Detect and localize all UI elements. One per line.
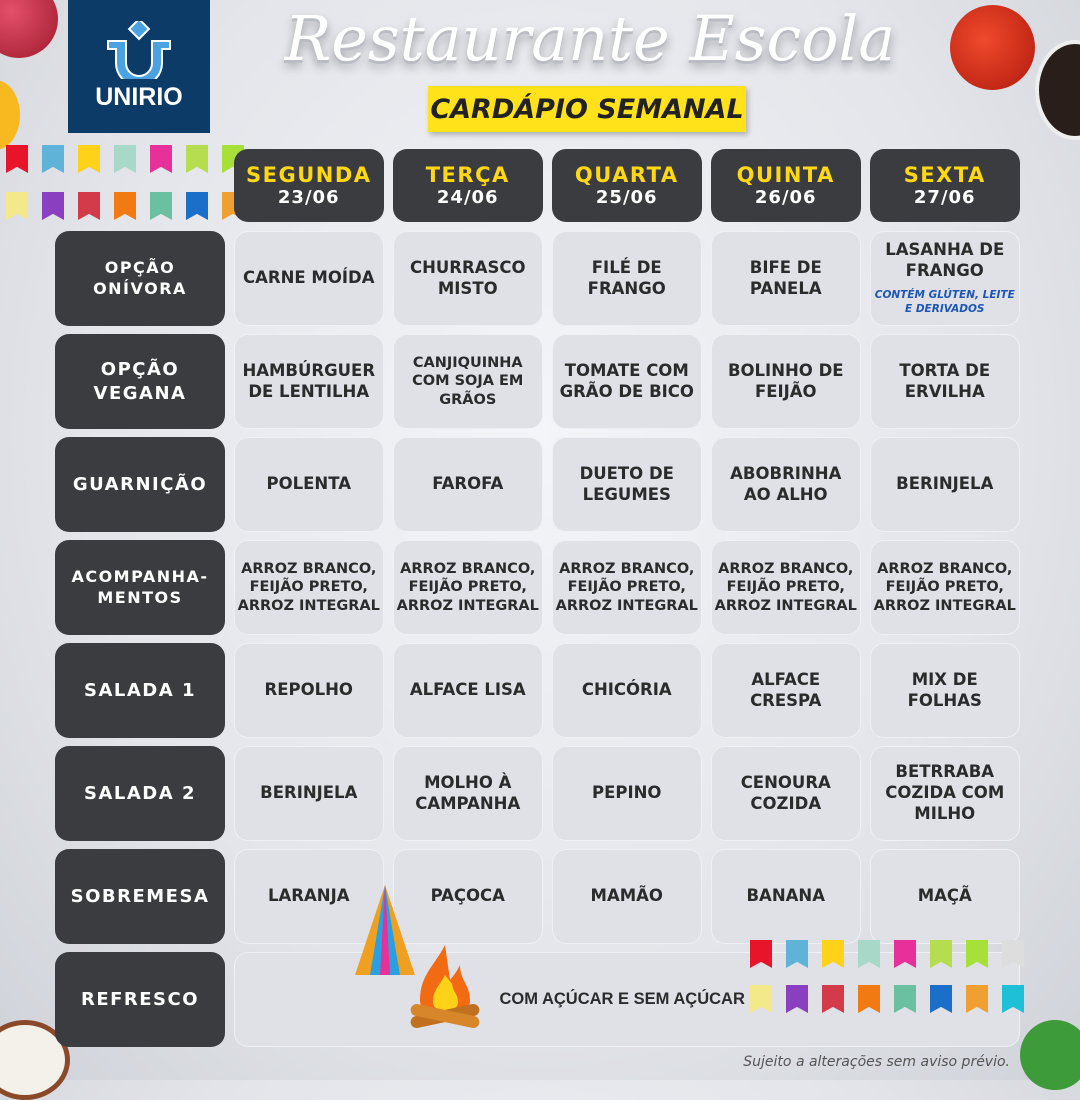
menu-item-text: LASANHA DE FRANGO xyxy=(885,240,1005,281)
refresco-text: COM AÇÚCAR E SEM AÇÚCAR xyxy=(499,990,745,1009)
menu-item-text: BERINJELA xyxy=(260,783,358,803)
day-header-monday xyxy=(234,149,385,222)
menu-cell xyxy=(711,437,862,532)
menu-cell xyxy=(234,231,385,326)
menu-item-text: MIX DE FOLHAS xyxy=(907,669,982,710)
pepper-bowl-decoration xyxy=(1035,40,1080,140)
row-label-refresco: REFRESCO xyxy=(55,952,225,1047)
row-label: OPÇÃO VEGANA xyxy=(55,334,225,429)
menu-cell xyxy=(711,231,862,326)
menu-item-text: CANJIQUINHA COM SOJA EM GRÃOS xyxy=(412,354,524,408)
day-date: 27/06 xyxy=(913,187,976,208)
bunting-bottom-right-2 xyxy=(750,985,1024,1013)
day-name: QUARTA xyxy=(574,163,679,187)
menu-item-text: ABOBRINHA AO ALHO xyxy=(730,463,842,504)
menu-item-text: PAÇOCA xyxy=(430,886,505,906)
menu-item-text: BOLINHO DE FEIJÃO xyxy=(727,360,844,401)
menu-item-text: POLENTA xyxy=(266,474,351,494)
menu-item-text: FILÉ DE FRANGO xyxy=(587,257,666,298)
unirio-emblem-icon xyxy=(104,21,174,79)
menu-rows xyxy=(55,231,1020,1047)
day-header-thursday xyxy=(711,149,862,222)
day-date: 25/06 xyxy=(595,187,658,208)
menu-cell xyxy=(234,643,385,738)
menu-cell xyxy=(393,540,544,635)
menu-cell xyxy=(870,334,1021,429)
row-label: OPÇÃO ONÍVORA xyxy=(55,231,225,326)
menu-cell xyxy=(711,849,862,944)
menu-cell xyxy=(552,540,703,635)
menu-cell xyxy=(234,746,385,841)
menu-item-text: DUETO DE LEGUMES xyxy=(579,463,674,504)
menu-cell xyxy=(393,746,544,841)
menu-item-text: CHICÓRIA xyxy=(581,680,672,700)
row-label: GUARNIÇÃO xyxy=(55,437,225,532)
menu-cell xyxy=(393,334,544,429)
page-title: Restaurante Escola xyxy=(284,2,896,75)
orange-decoration xyxy=(0,80,20,150)
menu-item-text: BANANA xyxy=(746,886,825,906)
menu-cell xyxy=(870,540,1021,635)
apple-decoration xyxy=(0,0,58,58)
menu-item-text: ARROZ BRANCO, FEIJÃO PRETO, ARROZ INTEGRAL xyxy=(873,560,1016,614)
menu-item-text: CENOURA COZIDA xyxy=(740,772,831,813)
menu-cell xyxy=(552,231,703,326)
menu-cell xyxy=(234,334,385,429)
menu-cell xyxy=(234,437,385,532)
menu-item-text: CHURRASCO MISTO xyxy=(409,257,526,298)
menu-cell xyxy=(552,437,703,532)
menu-item-text: MAMÃO xyxy=(590,886,663,906)
menu-cell xyxy=(552,334,703,429)
logo-text: UNIRIO xyxy=(95,83,183,111)
menu-cell xyxy=(870,231,1021,326)
menu-item-text: ARROZ BRANCO, FEIJÃO PRETO, ARROZ INTEGRAL xyxy=(237,560,380,614)
menu-cell xyxy=(552,643,703,738)
day-name: TERÇA xyxy=(425,163,510,187)
day-name: QUINTA xyxy=(736,163,835,187)
menu-cell xyxy=(552,746,703,841)
menu-item-text: FAROFA xyxy=(432,474,504,494)
disclaimer: Sujeito a alterações sem aviso prévio. xyxy=(743,1054,1010,1070)
menu-cell xyxy=(393,643,544,738)
menu-item-text: LARANJA xyxy=(268,886,350,906)
menu-item-text: BETRRABA COZIDA COM MILHO xyxy=(885,762,1005,823)
row-label: SALADA 1 xyxy=(55,643,225,738)
unirio-logo xyxy=(68,0,210,133)
tomato-decoration xyxy=(950,5,1035,90)
menu-cell xyxy=(870,746,1021,841)
menu-item-text: MOLHO À CAMPANHA xyxy=(415,772,521,813)
menu-cell xyxy=(711,334,862,429)
menu-item-text: ALFACE LISA xyxy=(409,680,526,700)
menu-cell xyxy=(870,849,1021,944)
menu-item-text: PEPINO xyxy=(592,783,662,803)
menu-item-text: TOMATE COM GRÃO DE BICO xyxy=(559,360,694,401)
menu-cell xyxy=(234,540,385,635)
day-header-tuesday xyxy=(393,149,544,222)
menu-item-text: ARROZ BRANCO, FEIJÃO PRETO, ARROZ INTEGRAL xyxy=(714,560,857,614)
menu-item-text: ALFACE CRESPA xyxy=(750,669,822,710)
menu-item-text: BERINJELA xyxy=(896,474,994,494)
day-date: 24/06 xyxy=(436,187,499,208)
menu-item-text: REPOLHO xyxy=(264,680,353,700)
row-label: ACOMPANHA-MENTOS xyxy=(55,540,225,635)
allergen-note: CONTÉM GLÚTEN, LEITE E DERIVADOS xyxy=(874,289,1015,316)
menu-cell xyxy=(870,437,1021,532)
day-name: SEXTA xyxy=(903,163,986,187)
balloon-bonfire-icon xyxy=(345,885,485,1035)
menu-cell xyxy=(711,540,862,635)
day-name: SEGUNDA xyxy=(245,163,372,187)
bunting-bottom-right-1 xyxy=(750,940,1024,968)
day-header-friday xyxy=(870,149,1021,222)
menu-cell xyxy=(870,643,1021,738)
menu-item-text: ARROZ BRANCO, FEIJÃO PRETO, ARROZ INTEGRAL xyxy=(555,560,698,614)
menu-item-text: ARROZ BRANCO, FEIJÃO PRETO, ARROZ INTEGRAL xyxy=(396,560,539,614)
menu-cell xyxy=(711,643,862,738)
row-label: SOBREMESA xyxy=(55,849,225,944)
day-date: 23/06 xyxy=(277,187,340,208)
menu-cell xyxy=(711,746,862,841)
day-header-wednesday xyxy=(552,149,703,222)
menu-cell xyxy=(552,849,703,944)
menu-item-text: HAMBÚRGUER DE LENTILHA xyxy=(242,360,376,401)
menu-item-text: TORTA DE ERVILHA xyxy=(899,360,991,401)
row-label: SALADA 2 xyxy=(55,746,225,841)
menu-cell xyxy=(393,231,544,326)
day-date: 26/06 xyxy=(754,187,817,208)
menu-item-text: BIFE DE PANELA xyxy=(749,257,822,298)
menu-item-text: CARNE MOÍDA xyxy=(243,268,375,288)
menu-item-text: MAÇÃ xyxy=(917,886,972,906)
menu-cell xyxy=(393,437,544,532)
page-subtitle: CARDÁPIO SEMANAL xyxy=(428,86,746,132)
